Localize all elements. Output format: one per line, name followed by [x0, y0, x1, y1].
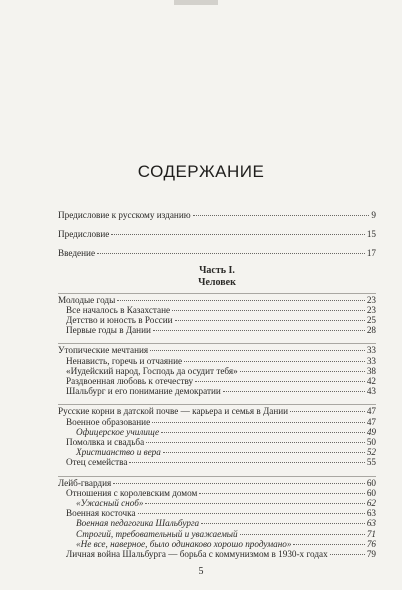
toc-subentry[interactable]	[58, 356, 376, 366]
toc-entry-title: Первые годы в Дании	[66, 325, 151, 336]
toc-entry-title: Военное образование	[66, 416, 151, 427]
dot-leader	[172, 310, 365, 311]
toc-section[interactable]	[58, 406, 376, 416]
toc-entry-page: 23	[366, 294, 376, 305]
toc-entry-title: Военная косточка	[66, 508, 136, 519]
dot-leader	[111, 234, 364, 235]
toc-section[interactable]	[58, 295, 376, 305]
toc-entry-page: 25	[366, 315, 376, 326]
toc-subentry[interactable]	[58, 549, 376, 559]
toc-entry-page: 60	[366, 477, 376, 488]
toc-entry-page: 9	[371, 210, 376, 220]
dot-leader	[117, 300, 365, 301]
dot-leader	[161, 432, 365, 433]
toc-entry-title: Детство и юность в России	[66, 315, 173, 326]
toc-subentry[interactable]	[58, 518, 376, 528]
sections	[58, 293, 376, 560]
dot-leader	[97, 253, 365, 254]
dot-leader	[330, 554, 365, 555]
toc-entry-page: 33	[366, 345, 376, 356]
toc-entry-page: 47	[366, 406, 376, 417]
dot-leader	[153, 330, 365, 331]
dot-leader	[113, 483, 365, 484]
toc-entry-title: Предисловие	[58, 229, 110, 240]
toc-entry-title: Личная война Шальбурга — борьба с коммунизмом в 1930-х годах	[66, 549, 328, 560]
part-heading	[58, 265, 376, 289]
toc-entry-page: 63	[366, 518, 376, 529]
dot-leader	[293, 544, 364, 545]
toc-entry-page: 62	[366, 498, 376, 509]
toc-entry-title: Христианство и вера	[76, 447, 161, 458]
toc-entry-page: 15	[366, 229, 376, 240]
dot-leader	[201, 523, 365, 524]
page-number: 5	[198, 566, 204, 577]
toc-entry-title: Раздвоенная любовь к отечеству	[66, 376, 194, 387]
dot-leader	[152, 422, 365, 423]
part-number: Часть I.	[199, 264, 235, 276]
table-of-contents	[58, 210, 376, 559]
dot-leader	[195, 381, 365, 382]
toc-entry-title: Предисловие к русскому изданию	[58, 210, 191, 220]
toc-subentry[interactable]	[58, 437, 376, 447]
toc-entry-page: 38	[366, 365, 376, 376]
toc-entry-front[interactable]	[58, 210, 376, 220]
dot-leader	[138, 513, 365, 514]
section-divider	[58, 404, 376, 405]
page-title: СОДЕРЖАНИЕ	[137, 162, 265, 181]
toc-entry-front[interactable]	[58, 248, 376, 258]
dot-leader	[145, 503, 364, 504]
section-divider	[58, 476, 376, 477]
dot-leader	[129, 462, 364, 463]
toc-subentry[interactable]	[58, 508, 376, 518]
front-matter	[58, 210, 376, 259]
dot-leader	[163, 452, 365, 453]
toc-entry-page: 60	[366, 487, 376, 498]
toc-entry-front[interactable]	[58, 229, 376, 239]
toc-entry-title: «Не все, наверное, было одинаково хорошо продумано»	[76, 538, 292, 549]
toc-entry-title: Отец семейства	[66, 457, 128, 468]
dot-leader	[184, 361, 365, 362]
toc-entry-page: 42	[366, 376, 376, 387]
toc-entry-page: 47	[366, 416, 376, 427]
toc-entry-page: 50	[366, 437, 376, 448]
dot-leader	[240, 371, 365, 372]
toc-entry-title: Ненависть, горечь и отчаяние	[66, 355, 183, 366]
dot-leader	[223, 391, 365, 392]
toc-subentry[interactable]	[58, 539, 376, 549]
toc-entry-page: 17	[366, 248, 376, 259]
toc-subentry[interactable]	[58, 366, 376, 376]
dot-leader	[193, 215, 370, 216]
toc-entry-page: 52	[366, 447, 376, 458]
toc-entry-title: Офицерское училище	[76, 426, 160, 437]
toc-entry-title: Русские корни в датской почве — карьера и семья в Дании	[58, 406, 289, 417]
toc-entry-page: 33	[366, 355, 376, 366]
toc-entry-title: Шальбург и его понимание демократии	[66, 386, 221, 397]
dot-leader	[240, 534, 365, 535]
toc-entry-title: «Ужасный сноб»	[76, 498, 144, 509]
toc-subentry[interactable]	[58, 447, 376, 457]
toc-subentry[interactable]	[58, 305, 376, 315]
toc-entry-page: 55	[366, 457, 376, 468]
toc-entry-title: Лейб-гвардия	[58, 477, 112, 488]
toc-entry-page: 23	[366, 304, 376, 315]
toc-subentry[interactable]	[58, 417, 376, 427]
dot-leader	[175, 320, 365, 321]
top-edge-mark	[174, 0, 218, 5]
dot-leader	[199, 493, 364, 494]
toc-entry-page: 43	[366, 386, 376, 397]
toc-entry-page: 76	[366, 538, 376, 549]
toc-section[interactable]	[58, 478, 376, 488]
section-divider	[58, 343, 376, 344]
toc-subentry[interactable]	[58, 488, 376, 498]
toc-entry-title: Отношения с королевским домом	[66, 487, 198, 498]
dot-leader	[150, 350, 365, 351]
section-divider	[58, 293, 376, 294]
toc-subentry[interactable]	[58, 315, 376, 325]
toc-entry-page: 79	[366, 549, 376, 560]
dot-leader	[290, 411, 365, 412]
toc-entry-page: 63	[366, 508, 376, 519]
part-name: Человек	[198, 276, 236, 288]
dot-leader	[146, 442, 365, 443]
toc-subentry[interactable]	[58, 529, 376, 539]
toc-subentry[interactable]	[58, 427, 376, 437]
toc-entry-page: 49	[366, 426, 376, 437]
toc-entry-title: «Иудейский народ, Господь да осудит тебя»	[66, 365, 238, 376]
toc-entry-title: Все началось в Казахстане	[66, 304, 171, 315]
toc-entry-page: 71	[366, 528, 376, 539]
toc-subentry[interactable]	[58, 498, 376, 508]
toc-entry-title: Помолвка и свадьба	[66, 437, 145, 448]
toc-entry-page: 28	[366, 325, 376, 336]
toc-entry-title: Строгий, требовательный и уважаемый	[76, 528, 238, 539]
toc-entry-title: Военная педагогика Шальбурга	[76, 518, 200, 529]
toc-section[interactable]	[58, 345, 376, 355]
toc-subentry[interactable]	[58, 386, 376, 396]
toc-entry-title: Молодые годы	[58, 294, 116, 305]
toc-subentry[interactable]	[58, 457, 376, 467]
toc-entry-title: Утопические мечтания	[58, 345, 149, 356]
toc-subentry[interactable]	[58, 325, 376, 335]
toc-subentry[interactable]	[58, 376, 376, 386]
toc-entry-title: Введение	[58, 248, 96, 259]
